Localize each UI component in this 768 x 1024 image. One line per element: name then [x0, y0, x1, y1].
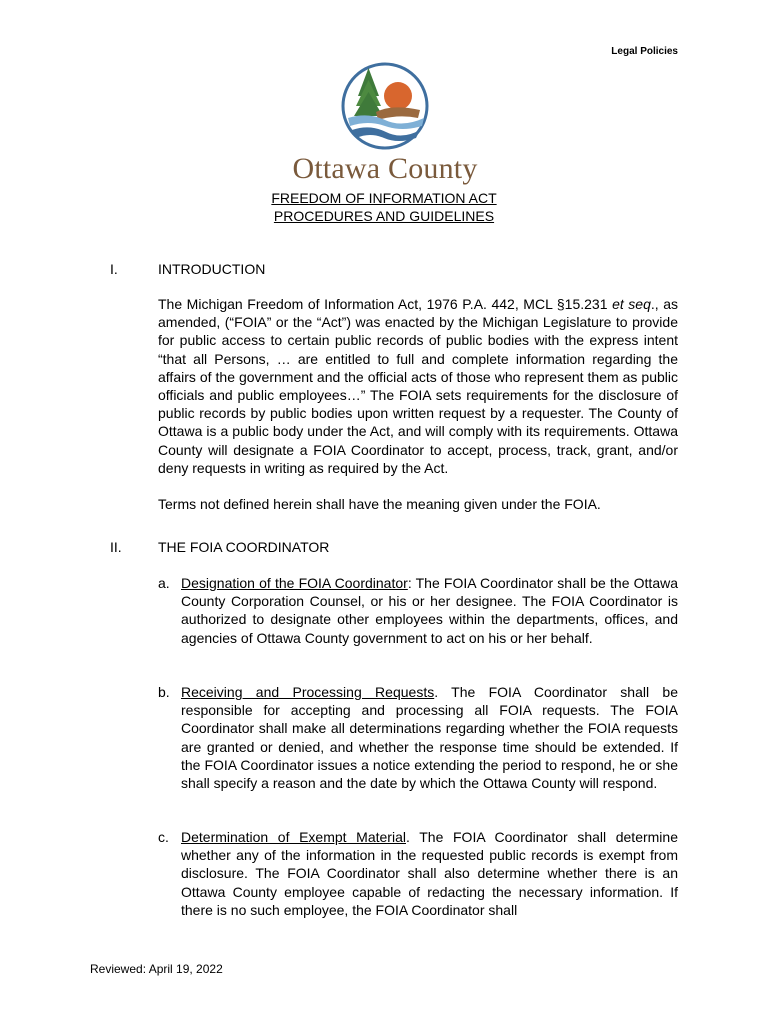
list-item — [158, 574, 678, 647]
list-item — [158, 683, 678, 792]
terms-paragraph: Terms not defined herein shall have the meaning given under the FOIA. — [158, 496, 601, 512]
section-title: INTRODUCTION — [158, 261, 266, 277]
list-item-title: Determination of Exempt Material — [181, 829, 406, 845]
list-item-text: : The FOIA Coordinator shall be the Ottawa County Corporation Counsel, or his or her designee. The FOIA Coordinator is authorized to designate other employees within the departments, offices, and agencies of Ottawa County government to act on his or her behalf. — [181, 575, 678, 646]
list-item-title: Designation of the FOIA Coordinator — [181, 575, 408, 591]
intro-text-italic: et seq — [612, 296, 651, 312]
list-item-text: . The FOIA Coordinator shall be responsible for accepting and processing all FOIA requests. The FOIA Coordinator shall make all determinations regarding whether the FOIA requests are granted or denied, and whether the response time should be extended. If the FOIA Coordinator issues a notice extending the period to respond, he or she shall specify a reason and the date by which the Ottawa County will respond. — [181, 684, 678, 792]
section-number: II. — [110, 539, 122, 555]
list-item-letter: a. — [158, 575, 170, 591]
county-emblem-icon — [340, 60, 430, 152]
section-number: I. — [110, 261, 118, 277]
intro-text-start: The Michigan Freedom of Information Act, 1976 P.A. 442, MCL §15.231 — [158, 296, 613, 312]
doc-title-line2: PROCEDURES AND GUIDELINES — [273, 208, 495, 224]
footer-reviewed-date: Reviewed: April 19, 2022 — [90, 962, 223, 976]
list-item-title: Receiving and Processing Requests — [181, 684, 435, 700]
list-item-letter: c. — [158, 829, 169, 845]
logo-wordmark: Ottawa County — [292, 152, 478, 185]
intro-text-rest: ., as amended, (“FOIA” or the “Act”) was enacted by the Michigan Legislature to provide for public access to certain public records of public bodies with the express intent “that all Persons, … are entitled to full and complete information regarding the affairs of the government and the official acts of those who represent them as public officials and public employees…” The FOIA sets requirements for the disclosure of public records by public bodies upon written request by a requester. The County of Ottawa is a public body under the Act, and will comply with its requirements. Ottawa County will designate a FOIA Coordinator to accept, process, track, grant, and/or deny requests in writing as required by the Act. — [158, 296, 678, 476]
ottawa-county-logo — [290, 60, 480, 188]
header-label: Legal Policies — [611, 46, 678, 57]
introduction-paragraph — [158, 295, 678, 477]
list-item-letter: b. — [158, 684, 170, 700]
list-item-text: . The FOIA Coordinator shall determine whether any of the information in the requested public records is exempt from disclosure. The FOIA Coordinator shall also determine whether there is an Ottawa County employee capable of redacting the necessary information. If there is no such employee, the FOIA Coordinator shall — [181, 829, 678, 918]
section-title: THE FOIA COORDINATOR — [158, 539, 330, 555]
list-item — [158, 828, 678, 919]
doc-title-line1: FREEDOM OF INFORMATION ACT — [271, 190, 497, 206]
